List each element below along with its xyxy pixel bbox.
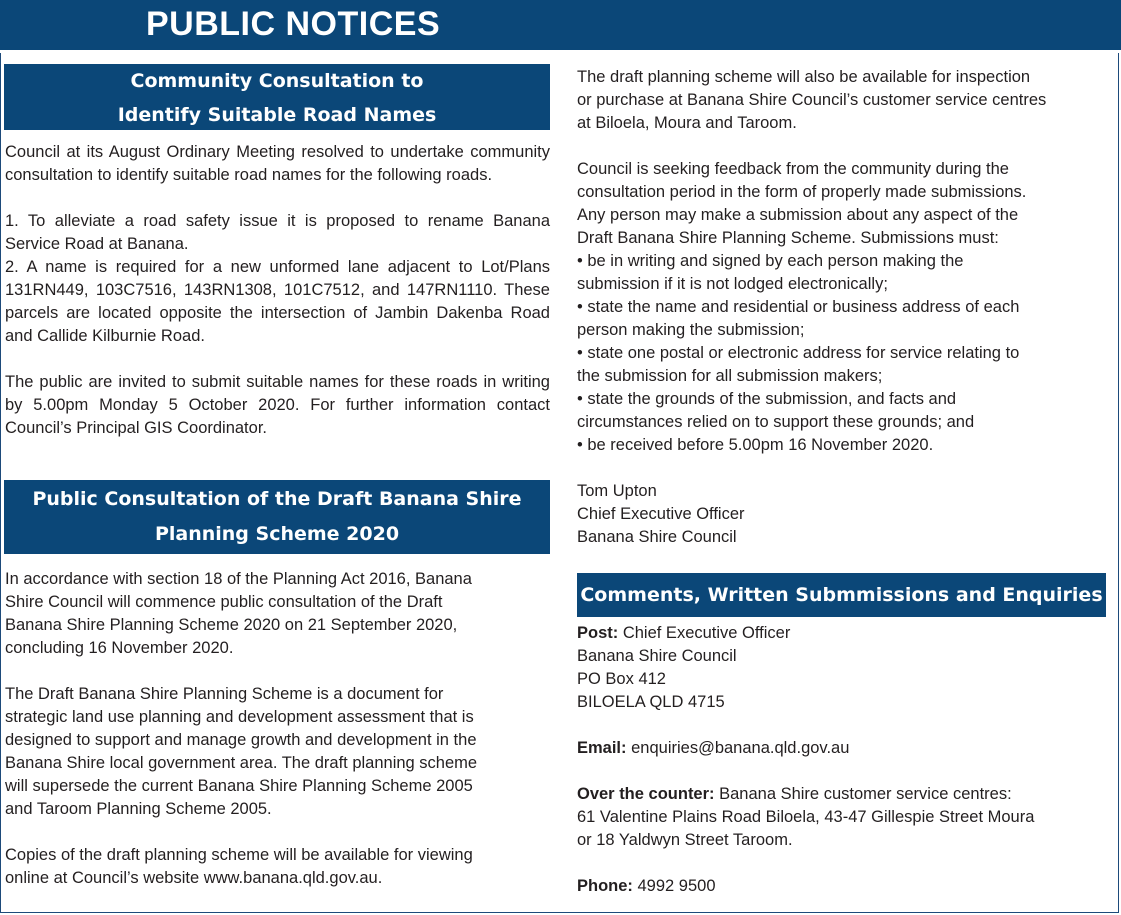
enquiries-body bbox=[577, 622, 1109, 898]
phone-line bbox=[577, 875, 1109, 898]
text-line: person making the submission; bbox=[577, 321, 805, 339]
spacer bbox=[5, 660, 550, 683]
signatory-name: Tom Upton bbox=[577, 482, 657, 500]
spacer bbox=[577, 852, 1109, 875]
spacer bbox=[5, 821, 550, 844]
spacer bbox=[577, 135, 1109, 158]
text-line: Shire Council will commence public consultation of the Draft bbox=[5, 593, 443, 611]
text-line: strategic land use planning and development assessment that is bbox=[5, 708, 474, 726]
text-line: Any person may make a submission about any aspect of the bbox=[577, 206, 1019, 224]
text-line: Draft Banana Shire Planning Scheme. Submissions must: bbox=[577, 229, 999, 247]
text-line: submission if it is not lodged electronically; bbox=[577, 275, 888, 293]
planning-scheme-p1 bbox=[5, 568, 550, 660]
text-line: The Draft Banana Shire Planning Scheme is a document for bbox=[5, 685, 444, 703]
text-line: or 18 Yaldwyn Street Taroom. bbox=[577, 831, 793, 849]
bullet-line: • state the name and residential or business address of each bbox=[577, 298, 1020, 316]
text-line: circumstances relied on to support these grounds; and bbox=[577, 413, 975, 431]
banner-title: PUBLIC NOTICES bbox=[146, 5, 441, 43]
post-label: Post: bbox=[577, 624, 619, 642]
road-names-intro: Council at its August Ordinary Meeting resolved to undertake community consultation to identify suitable road names for the following roads. bbox=[5, 143, 550, 184]
text-line: or purchase at Banana Shire Council’s customer service centres bbox=[577, 91, 1047, 109]
planning-scheme-p2 bbox=[5, 683, 550, 821]
road-names-item-1: 1. To alleviate a road safety issue it is proposed to rename Banana Service Road at Banana. bbox=[5, 212, 550, 253]
text-line: Council is seeking feedback from the community during the bbox=[577, 160, 1009, 178]
phone-label: Phone: bbox=[577, 877, 633, 895]
text-line: Banana Shire Planning Scheme 2020 on 21 September 2020, bbox=[5, 616, 458, 634]
spacer bbox=[577, 760, 1109, 783]
submissions-paragraph bbox=[577, 158, 1109, 457]
signature-block bbox=[577, 480, 1109, 549]
text-line: concluding 16 November 2020. bbox=[5, 639, 234, 657]
banner-divider bbox=[0, 50, 1121, 53]
road-names-heading bbox=[4, 64, 550, 130]
planning-scheme-heading-line1: Public Consultation of the Draft Banana Shire bbox=[32, 488, 522, 510]
road-names-item-2: 2. A name is required for a new unformed lane adjacent to Lot/Plans 131RN449, 103C7516, 143RN1308, 101C7512, and 147RN1110. These parcels are located opposite the intersection of Jambin Dakenba Road and Callide Kilburnie Road. bbox=[5, 258, 550, 345]
right-column-body bbox=[577, 66, 1109, 549]
spacer bbox=[577, 457, 1109, 480]
text-line: In accordance with section 18 of the Planning Act 2016, Banana bbox=[5, 570, 472, 588]
inspection-paragraph bbox=[577, 66, 1109, 135]
bullet-line: • be in writing and signed by each person making the bbox=[577, 252, 964, 270]
text-line: PO Box 412 bbox=[577, 670, 666, 688]
email-value: enquiries@banana.qld.gov.au bbox=[626, 739, 850, 757]
text-line: online at Council’s website www.banana.qld.gov.au. bbox=[5, 869, 383, 887]
road-names-heading-line2: Identify Suitable Road Names bbox=[117, 104, 437, 126]
text-line: designed to support and manage growth and development in the bbox=[5, 731, 477, 749]
spacer bbox=[577, 714, 1109, 737]
counter-label: Over the counter: bbox=[577, 785, 715, 803]
text-line: BILOELA QLD 4715 bbox=[577, 693, 725, 711]
enquiries-heading: Comments, Written Submmissions and Enquiries bbox=[577, 573, 1106, 617]
planning-scheme-heading bbox=[4, 480, 550, 554]
text-line: at Biloela, Moura and Taroom. bbox=[577, 114, 797, 132]
email-label: Email: bbox=[577, 739, 627, 757]
road-names-invite: The public are invited to submit suitable names for these roads in writing by 5.00pm Monday 5 October 2020. For further information contact Council’s Principal GIS Coordinator. bbox=[5, 373, 550, 437]
planning-scheme-p3 bbox=[5, 844, 550, 890]
planning-scheme-heading-line2: Planning Scheme 2020 bbox=[154, 523, 400, 545]
bullet-line: • be received before 5.00pm 16 November 2020. bbox=[577, 436, 934, 454]
post-recipient: Chief Executive Officer bbox=[618, 624, 791, 642]
text-line: consultation period in the form of properly made submissions. bbox=[577, 183, 1027, 201]
post-line bbox=[577, 622, 1109, 645]
text-line: 61 Valentine Plains Road Biloela, 43-47 Gillespie Street Moura bbox=[577, 808, 1035, 826]
text-line: the submission for all submission makers; bbox=[577, 367, 883, 385]
bullet-line: • state the grounds of the submission, and facts and bbox=[577, 390, 957, 408]
email-line bbox=[577, 737, 1109, 760]
text-line: Copies of the draft planning scheme will be available for viewing bbox=[5, 846, 473, 864]
counter-line bbox=[577, 783, 1109, 806]
text-line: Banana Shire local government area. The draft planning scheme bbox=[5, 754, 478, 772]
spacer bbox=[5, 187, 550, 210]
signatory-title: Chief Executive Officer bbox=[577, 505, 745, 523]
road-names-heading-line1: Community Consultation to bbox=[130, 70, 424, 92]
counter-value: Banana Shire customer service centres: bbox=[714, 785, 1012, 803]
signatory-organisation: Banana Shire Council bbox=[577, 528, 737, 546]
spacer bbox=[5, 348, 550, 371]
counter-info bbox=[577, 783, 1109, 852]
public-notices-banner bbox=[0, 0, 1121, 50]
road-names-body bbox=[5, 141, 550, 440]
phone-value: 4992 9500 bbox=[632, 877, 716, 895]
text-line: Banana Shire Council bbox=[577, 647, 737, 665]
planning-scheme-body bbox=[5, 568, 550, 890]
bullet-line: • state one postal or electronic address for service relating to bbox=[577, 344, 1020, 362]
post-address bbox=[577, 622, 1109, 714]
text-line: will supersede the current Banana Shire Planning Scheme 2005 bbox=[5, 777, 473, 795]
text-line: The draft planning scheme will also be available for inspection bbox=[577, 68, 1031, 86]
text-line: and Taroom Planning Scheme 2005. bbox=[5, 800, 272, 818]
